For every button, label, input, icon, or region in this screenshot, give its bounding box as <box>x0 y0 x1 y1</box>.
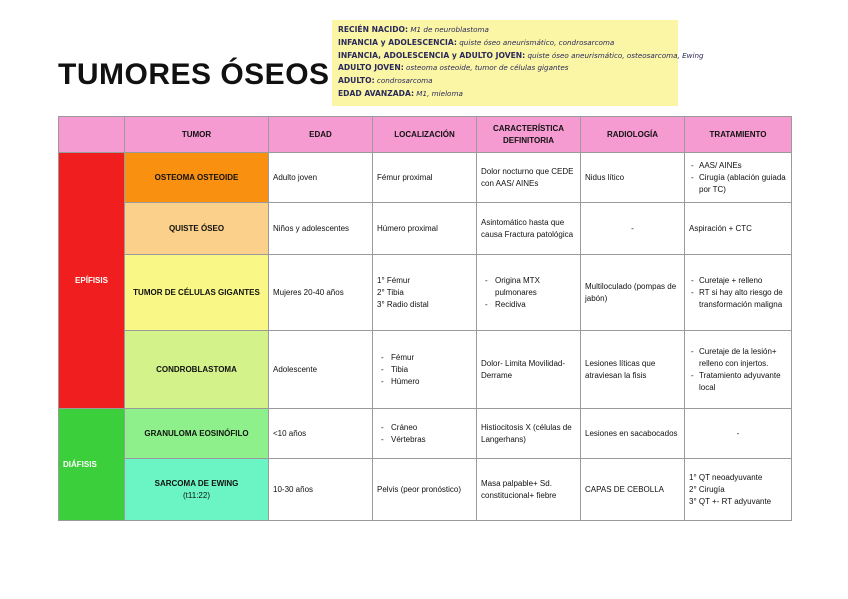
caracteristica-cell: Asintomático hasta que causa Fractura patológica <box>477 203 581 255</box>
header-cell: CARACTERÍSTICA DEFINITORIA <box>477 117 581 153</box>
list-item: 3° Radio distal <box>377 299 429 309</box>
edad-cell: Adolescente <box>269 331 373 409</box>
list-item: - Cráneo <box>377 422 472 434</box>
edad-cell: Mujeres 20-40 años <box>269 255 373 331</box>
caracteristica-cell: Histiocitosis X (células de Langerhans) <box>477 409 581 459</box>
page-title: TUMORES ÓSEOS <box>58 58 330 91</box>
tratamiento-cell: Aspiración + CTC <box>685 203 792 255</box>
note-line <box>338 50 704 63</box>
list-item: - Vértebras <box>377 434 472 446</box>
table-row <box>59 153 792 203</box>
header-cell: TUMOR <box>125 117 269 153</box>
list-item: - Origina MTX pulmonares <box>481 275 576 299</box>
note-value: quiste óseo aneurismático, condrosarcoma <box>456 37 615 47</box>
note-key: RECIÉN NACIDO: <box>338 25 409 34</box>
tumor-name: GRANULOMA EOSINÓFILO <box>125 409 269 459</box>
tumor-name: CONDROBLASTOMA <box>125 331 269 409</box>
table-row <box>59 409 792 459</box>
edad-cell: 10-30 años <box>269 459 373 521</box>
note-line <box>338 37 672 50</box>
tratamiento-cell: - <box>685 409 792 459</box>
list-item: 2° Cirugía <box>689 484 725 494</box>
list-item: - Tibia <box>377 364 472 376</box>
tumor-name: SARCOMA DE EWING <box>154 478 239 488</box>
radiologia-cell: CAPAS DE CEBOLLA <box>581 459 685 521</box>
table-row <box>59 203 792 255</box>
caracteristica-cell: Dolor- Limita Movilidad- Derrame <box>477 331 581 409</box>
header-cell <box>59 117 125 153</box>
header-cell: TRATAMIENTO <box>685 117 792 153</box>
list-item: 2° Tibia <box>377 287 404 297</box>
note-line <box>338 88 672 101</box>
header-cell: RADIOLOGÍA <box>581 117 685 153</box>
tumor-name: QUISTE ÓSEO <box>125 203 269 255</box>
note-value: quiste óseo aneurismático, osteosarcoma, Ewing <box>525 50 704 60</box>
edad-cell: Niños y adolescentes <box>269 203 373 255</box>
note-line <box>338 24 672 37</box>
caracteristica-cell <box>477 255 581 331</box>
note-key: ADULTO: <box>338 76 375 86</box>
note-key: EDAD AVANZADA: <box>338 88 415 98</box>
localizacion-cell: Húmero proximal <box>373 203 477 255</box>
note-key: INFANCIA y ADOLESCENCIA: <box>338 37 457 47</box>
list-item: - Cirugía (ablación guiada por TC) <box>689 172 787 196</box>
tratamiento-cell <box>685 459 792 521</box>
note-key: INFANCIA, ADOLESCENCIA y ADULTO JOVEN: <box>338 50 526 60</box>
zone-diafisis: DIÁFISIS <box>59 409 125 521</box>
zone-epifisis: EPÍFISIS <box>59 153 125 409</box>
table-row <box>59 459 792 521</box>
list-item: - AAS/ AINEs <box>689 160 787 172</box>
localizacion-cell <box>373 255 477 331</box>
tratamiento-cell <box>685 331 792 409</box>
radiologia-cell: - <box>581 203 685 255</box>
table-row <box>59 331 792 409</box>
caracteristica-cell: Dolor nocturno que CEDE con AAS/ AINEs <box>477 153 581 203</box>
list-item: - Recidiva <box>481 299 576 311</box>
list-item: 1° Fémur <box>377 275 410 285</box>
note-value: osteoma osteoide, tumor de células gigantes <box>403 63 569 73</box>
list-item: - Curetaje + relleno <box>689 275 787 287</box>
list-item: 1° QT neoadyuvante <box>689 472 763 482</box>
list-item: - Tratamiento adyuvante local <box>689 370 787 394</box>
radiologia-cell: Multiloculado (pompas de jabón) <box>581 255 685 331</box>
radiologia-cell: Nidus lítico <box>581 153 685 203</box>
list-item: 3° QT +- RT adyuvante <box>689 496 772 506</box>
localizacion-cell <box>373 409 477 459</box>
age-notes <box>332 20 704 106</box>
note-line <box>338 75 672 88</box>
header-cell: EDAD <box>269 117 373 153</box>
localizacion-cell: Fémur proximal <box>373 153 477 203</box>
tratamiento-cell <box>685 255 792 331</box>
table-header-row <box>59 117 792 153</box>
table-row <box>59 255 792 331</box>
list-item: - RT si hay alto riesgo de transformación maligna <box>689 287 787 311</box>
tratamiento-cell <box>685 153 792 203</box>
note-value: M1 de neuroblastoma <box>408 25 489 34</box>
note-value: condrosarcoma <box>374 76 433 86</box>
header-cell: LOCALIZACIÓN <box>373 117 477 153</box>
edad-cell: Adulto joven <box>269 153 373 203</box>
radiologia-cell: Lesiones líticas que atraviesan la fisis <box>581 331 685 409</box>
tumor-name: OSTEOMA OSTEOIDE <box>125 153 269 203</box>
tumor-name: TUMOR DE CÉLULAS GIGANTES <box>125 255 269 331</box>
note-line <box>338 62 672 75</box>
list-item: - Húmero <box>377 376 472 388</box>
localizacion-cell: Pelvis (peor pronóstico) <box>373 459 477 521</box>
tumors-table <box>58 116 792 521</box>
localizacion-cell <box>373 331 477 409</box>
note-key: ADULTO JOVEN: <box>338 63 404 73</box>
list-item: - Curetaje de la lesión+ relleno con injertos. <box>689 346 787 370</box>
radiologia-cell: Lesiones en sacabocados <box>581 409 685 459</box>
tumor-translocation: (t11:22) <box>183 490 210 500</box>
caracteristica-cell: Masa palpable+ Sd. constitucional+ fiebre <box>477 459 581 521</box>
note-value: M1, mieloma <box>414 88 463 98</box>
list-item: - Fémur <box>377 352 472 364</box>
edad-cell: <10 años <box>269 409 373 459</box>
tumor-cell <box>125 459 269 521</box>
